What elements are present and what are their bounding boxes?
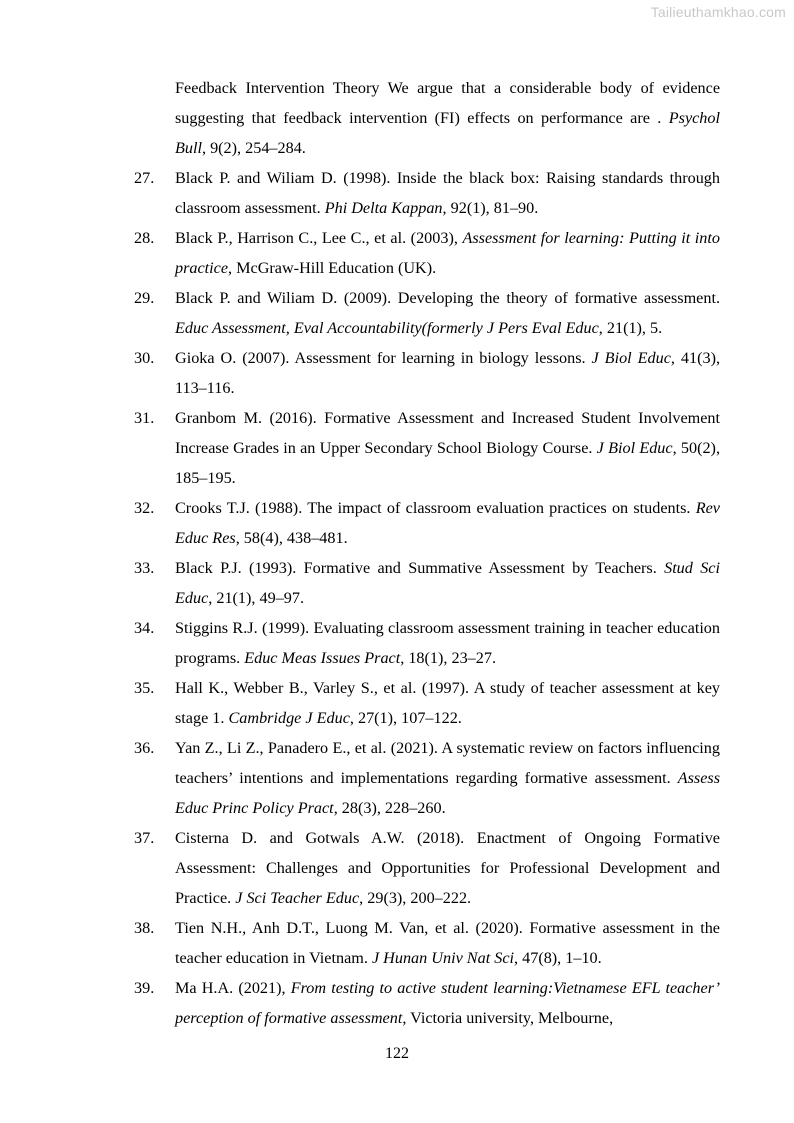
reference-text-segment: Gioka O. (2007). Assessment for learning in biology lessons. bbox=[175, 349, 592, 367]
reference-text-segment: Stiggins R.J. (1999). Evaluating classroom assessment training in teacher education programs. bbox=[175, 619, 720, 667]
reference-text-segment: , 21(1), 49–97. bbox=[208, 589, 305, 607]
reference-number: 39. bbox=[134, 979, 155, 997]
reference-number: 29. bbox=[134, 289, 155, 307]
reference-number: 37. bbox=[134, 829, 155, 847]
reference-item bbox=[0, 223, 720, 283]
reference-text bbox=[175, 673, 720, 733]
reference-item bbox=[0, 283, 720, 343]
reference-number: 38. bbox=[134, 919, 155, 937]
reference-text-segment: Black P. and Wiliam D. (1998). Inside the black box: Raising standards through classroom assessment. bbox=[175, 169, 720, 217]
reference-text bbox=[175, 733, 720, 823]
reference-text bbox=[175, 553, 720, 613]
reference-text-segment: Tien N.H., Anh D.T., Luong M. Van, et al. (2020). Formative assessment in the teacher education in Vietnam. bbox=[175, 919, 720, 967]
reference-text-segment: Black P. and Wiliam D. (2009). Developing the theory of formative assessment. bbox=[175, 289, 720, 307]
reference-number: 31. bbox=[134, 409, 155, 427]
reference-item bbox=[0, 733, 720, 823]
reference-text-segment: Black P.J. (1993). Formative and Summative Assessment by Teachers. bbox=[175, 559, 665, 577]
reference-source-title: Phi Delta Kappan bbox=[324, 199, 443, 217]
reference-text-segment: , 50(2), 185–195. bbox=[175, 439, 720, 487]
reference-text-segment: , 18(1), 23–27. bbox=[400, 649, 496, 667]
reference-text bbox=[175, 223, 720, 283]
reference-source-title: Assess Educ Princ Policy Pract bbox=[175, 769, 720, 817]
reference-text-segment: Cisterna D. and Gotwals A.W. (2018). Enactment of Ongoing Formative Assessment: Challenges and Opportunities for Professional Development and Practice. bbox=[175, 829, 720, 907]
reference-text bbox=[175, 403, 720, 493]
reference-item bbox=[0, 973, 720, 1033]
reference-text-segment: , Victoria university, Melbourne, bbox=[402, 1009, 614, 1027]
page-number: 122 bbox=[385, 1045, 409, 1062]
reference-item bbox=[0, 403, 720, 493]
reference-number: 35. bbox=[134, 679, 155, 697]
reference-item bbox=[0, 553, 720, 613]
reference-source-title: Psychol Bull bbox=[175, 109, 720, 157]
reference-text-segment: Granbom M. (2016). Formative Assessment and Increased Student Involvement Increase Grades in an Upper Secondary School Biology Course. bbox=[175, 409, 720, 457]
reference-text-segment: , 47(8), 1–10. bbox=[514, 949, 602, 967]
reference-text-segment: Hall K., Webber B., Varley S., et al. (1997). A study of teacher assessment at key stage 1. bbox=[175, 679, 720, 727]
reference-item bbox=[0, 613, 720, 673]
reference-text-segment: Black P., Harrison C., Lee C., et al. (2003), bbox=[175, 229, 463, 247]
reference-text bbox=[175, 343, 720, 403]
reference-number: 28. bbox=[134, 229, 155, 247]
reference-source-title: Educ Assessment, Eval Accountability(formerly J Pers Eval Educ bbox=[175, 319, 599, 337]
reference-text-segment: , 58(4), 438–481. bbox=[235, 529, 348, 547]
reference-text bbox=[175, 913, 720, 973]
reference-text-segment: , McGraw-Hill Education (UK). bbox=[228, 259, 437, 277]
reference-text-segment: Crooks T.J. (1988). The impact of classroom evaluation practices on students. bbox=[175, 499, 696, 517]
reference-item bbox=[0, 73, 720, 163]
reference-text-segment: Ma H.A. (2021), bbox=[175, 979, 291, 997]
reference-text-segment: Feedback Intervention Theory We argue that a considerable body of evidence suggesting that feedback intervention (FI) effects on performance are . bbox=[175, 79, 720, 127]
reference-source-title: From testing to active student learning:Vietnamese EFL teacher’ perception of formative assessment bbox=[175, 979, 720, 1027]
reference-text bbox=[175, 613, 720, 673]
reference-text bbox=[175, 283, 720, 343]
reference-item bbox=[0, 823, 720, 913]
reference-source-title: Educ Meas Issues Pract bbox=[244, 649, 401, 667]
reference-text-segment: , 21(1), 5. bbox=[598, 319, 663, 337]
reference-text-segment: , 27(1), 107–122. bbox=[349, 709, 462, 727]
reference-number: 32. bbox=[134, 499, 155, 517]
reference-item bbox=[0, 493, 720, 553]
reference-list bbox=[0, 73, 794, 1033]
reference-source-title: J Sci Teacher Educ bbox=[235, 889, 360, 907]
reference-number: 33. bbox=[134, 559, 155, 577]
reference-source-title: Assessment for learning: Putting it into practice bbox=[175, 229, 720, 277]
reference-source-title: J Hunan Univ Nat Sci bbox=[371, 949, 515, 967]
reference-text-segment: Yan Z., Li Z., Panadero E., et al. (2021). A systematic review on factors influencing teachers’ intentions and implementations regarding formative assessment. bbox=[175, 739, 720, 787]
reference-source-title: J Biol Educ bbox=[591, 349, 671, 367]
reference-number: 30. bbox=[134, 349, 155, 367]
reference-number: 34. bbox=[134, 619, 155, 637]
reference-source-title: Stud Sci Educ bbox=[175, 559, 720, 607]
reference-text-segment: , 41(3), 113–116. bbox=[175, 349, 721, 397]
reference-text bbox=[175, 493, 720, 553]
reference-text-segment: , 9(2), 254–284. bbox=[201, 139, 306, 157]
reference-number: 27. bbox=[134, 169, 155, 187]
reference-item bbox=[0, 343, 720, 403]
reference-item bbox=[0, 163, 720, 223]
reference-item bbox=[0, 913, 720, 973]
reference-text bbox=[175, 823, 720, 913]
reference-text-segment: , 92(1), 81–90. bbox=[442, 199, 539, 217]
watermark: Tailieuthamkhao.com bbox=[650, 4, 786, 20]
reference-number: 36. bbox=[134, 739, 155, 757]
reference-item bbox=[0, 673, 720, 733]
reference-source-title: Rev Educ Res bbox=[175, 499, 720, 547]
reference-text bbox=[175, 163, 720, 223]
reference-source-title: Cambridge J Educ bbox=[228, 709, 350, 727]
reference-text bbox=[175, 73, 720, 163]
reference-text bbox=[175, 973, 720, 1033]
reference-source-title: J Biol Educ bbox=[596, 439, 673, 457]
reference-text-segment: , 28(3), 228–260. bbox=[333, 799, 446, 817]
reference-text-segment: , 29(3), 200–222. bbox=[359, 889, 472, 907]
